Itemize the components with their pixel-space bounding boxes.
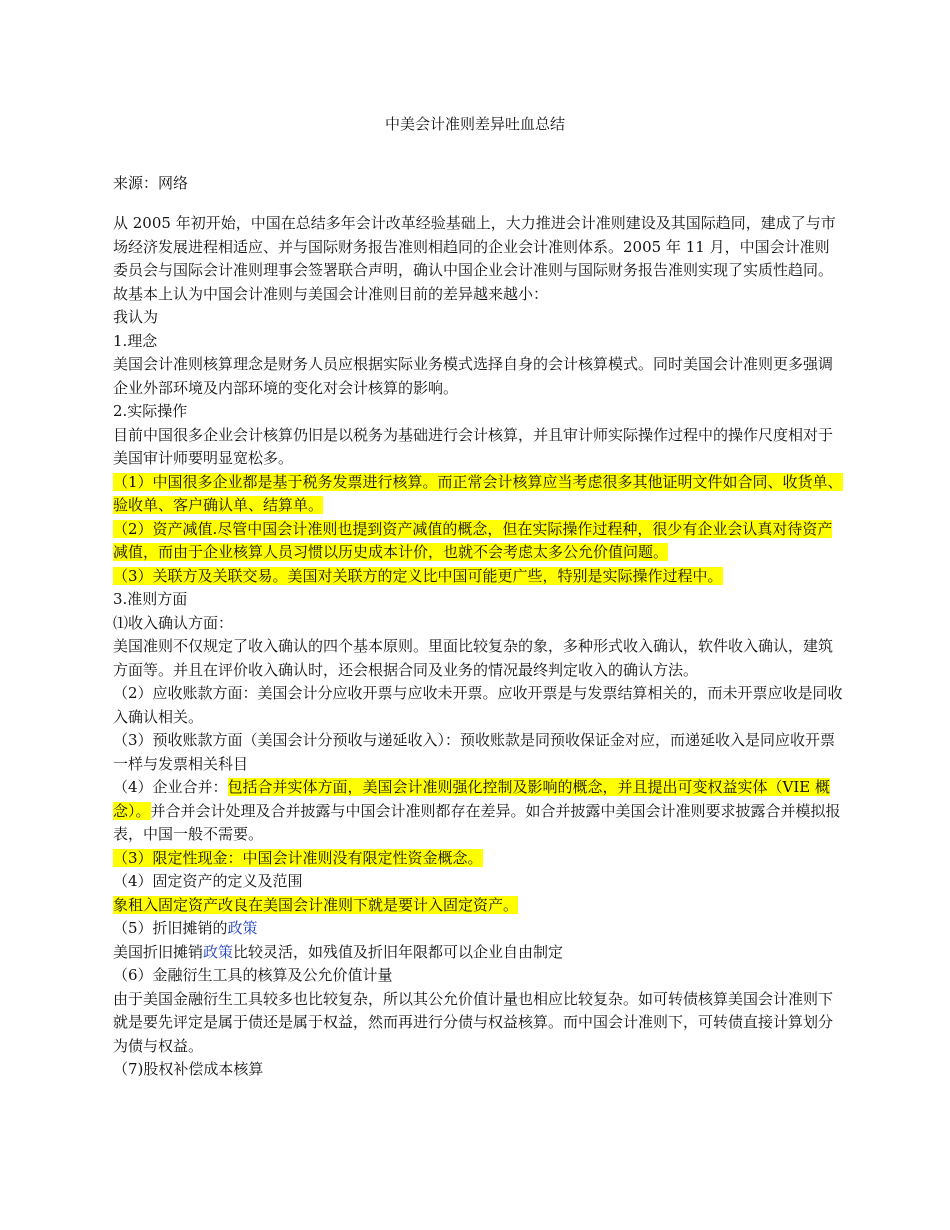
practice-item-2 — [113, 518, 843, 565]
revenue-heading: ⑴收入确认方面： — [113, 613, 234, 632]
section-heading-practice: 2.实际操作 — [113, 402, 188, 420]
policy-link[interactable]: 政策 — [227, 919, 258, 937]
restricted-cash-paragraph — [113, 847, 843, 871]
business-combination-paragraph — [113, 776, 843, 847]
document-body — [113, 212, 843, 1082]
document-title: 中美会计准则差异吐血总结 — [384, 115, 565, 133]
source-line: 来源：网络 — [113, 174, 189, 192]
depreciation-paragraph — [113, 941, 843, 965]
business-combination-rest: 并合并会计处理及合并披露与中国会计准则都存在差异。如合并披露中美国会计准则要求披露合并模拟报表，中国一般不需要。 — [113, 801, 841, 843]
depreciation-heading-text: （5）折旧摊销的 — [113, 919, 228, 937]
derivatives-heading: （6）金融衍生工具的核算及公允价值计量 — [113, 966, 393, 984]
highlighted-text: （2）资产减值.尽管中国会计准则也提到资产减值的概念，但在实际操作过程种，很少有企业会认真对待资产减值，而由于企业核算人员习惯以历史成本计价，也就不会考虑太多公允价值问题。 — [113, 519, 833, 561]
advance-receipts-paragraph: （3）预收账款方面（美国会计分预收与递延收入）：预收账款是同预收保证金对应，而递延收入是同应收开票一样与发票相关科目 — [113, 731, 836, 773]
highlighted-text: （3）限定性现金：中国会计准则没有限定性资金概念。 — [113, 848, 483, 867]
depreciation-text-prefix: 美国折旧摊销 — [113, 942, 204, 961]
business-combination-label: （4）企业合并： — [113, 778, 228, 796]
section-heading-concept: 1.理念 — [113, 331, 158, 350]
opinion-line: 我认为 — [113, 308, 159, 326]
equity-compensation-heading: （7)股权补偿成本核算 — [113, 1060, 264, 1078]
practice-item-3 — [113, 565, 843, 589]
intro-paragraph: 从 2005 年初开始，中国在总结多年会计改革经验基础上，大力推进会计准则建设及其国际趋同，建成了与市场经济发展进程相适应、并与国际财务报告准则相趋同的企业会计准则体系。2005 年 11 月，中国会计准则委员会与国际会计准则理事会签署联合声明，确认中国企业会计准则与国际财务报告准则实现了实质性趋同。故基本上认为中国会计准则与美国会计准则目前的差异越来越小： — [113, 214, 836, 303]
practice-item-1 — [113, 471, 843, 518]
policy-link[interactable]: 政策 — [203, 942, 234, 961]
fixed-assets-paragraph — [113, 894, 843, 918]
concept-paragraph: 美国会计准则核算理念是财务人员应根据实际业务模式选择自身的会计核算模式。同时美国会计准则更多强调企业外部环境及内部环境的变化对会计核算的影响。 — [113, 355, 834, 397]
receivables-paragraph: （2）应收账款方面：美国会计分应收开票与应收未开票。应收开票是与发票结算相关的，而未开票应收是同收入确认相关。 — [113, 684, 843, 726]
revenue-paragraph: 美国准则不仅规定了收入确认的四个基本原则。里面比较复杂的象，多种形式收入确认，软件收入确认，建筑方面等。并且在评价收入确认时，还会根据合同及业务的情况最终判定收入的确认方法。 — [113, 637, 834, 679]
section-heading-standards: 3.准则方面 — [113, 590, 188, 608]
highlighted-text: （1）中国很多企业都是基于税务发票进行核算。而正常会计核算应当考虑很多其他证明文件如合同、收货单、验收单、客户确认单、结算单。 — [113, 472, 843, 514]
highlighted-text: （3）关联方及关联交易。美国对关联方的定义比中国可能更广些，特别是实际操作过程中。 — [113, 566, 723, 585]
derivatives-paragraph: 由于美国金融衍生工具较多也比较复杂，所以其公允价值计量也相应比较复杂。如可转债核算美国会计准则下就是要先评定是属于债还是属于权益，然而再进行分债与权益核算。而中国会计准则下，可转债直接计算划分为债与权益。 — [113, 989, 834, 1055]
practice-paragraph: 目前中国很多企业会计核算仍旧是以税务为基础进行会计核算，并且审计师实际操作过程中的操作尺度相对于美国审计师要明显宽松多。 — [113, 425, 834, 467]
highlighted-text: 包括合并实体方面，美国会计准则强化控制及影响的概念，并且提出可变权益实体（VIE 概念）。 — [113, 778, 831, 820]
depreciation-text-rest: 比较灵活，如残值及折旧年限都可以企业自由制定 — [233, 942, 564, 961]
highlighted-text: 象租入固定资产改良在美国会计准则下就是要计入固定资产。 — [113, 895, 519, 914]
fixed-assets-heading: （4）固定资产的定义及范围 — [113, 872, 303, 890]
depreciation-heading — [113, 917, 843, 941]
